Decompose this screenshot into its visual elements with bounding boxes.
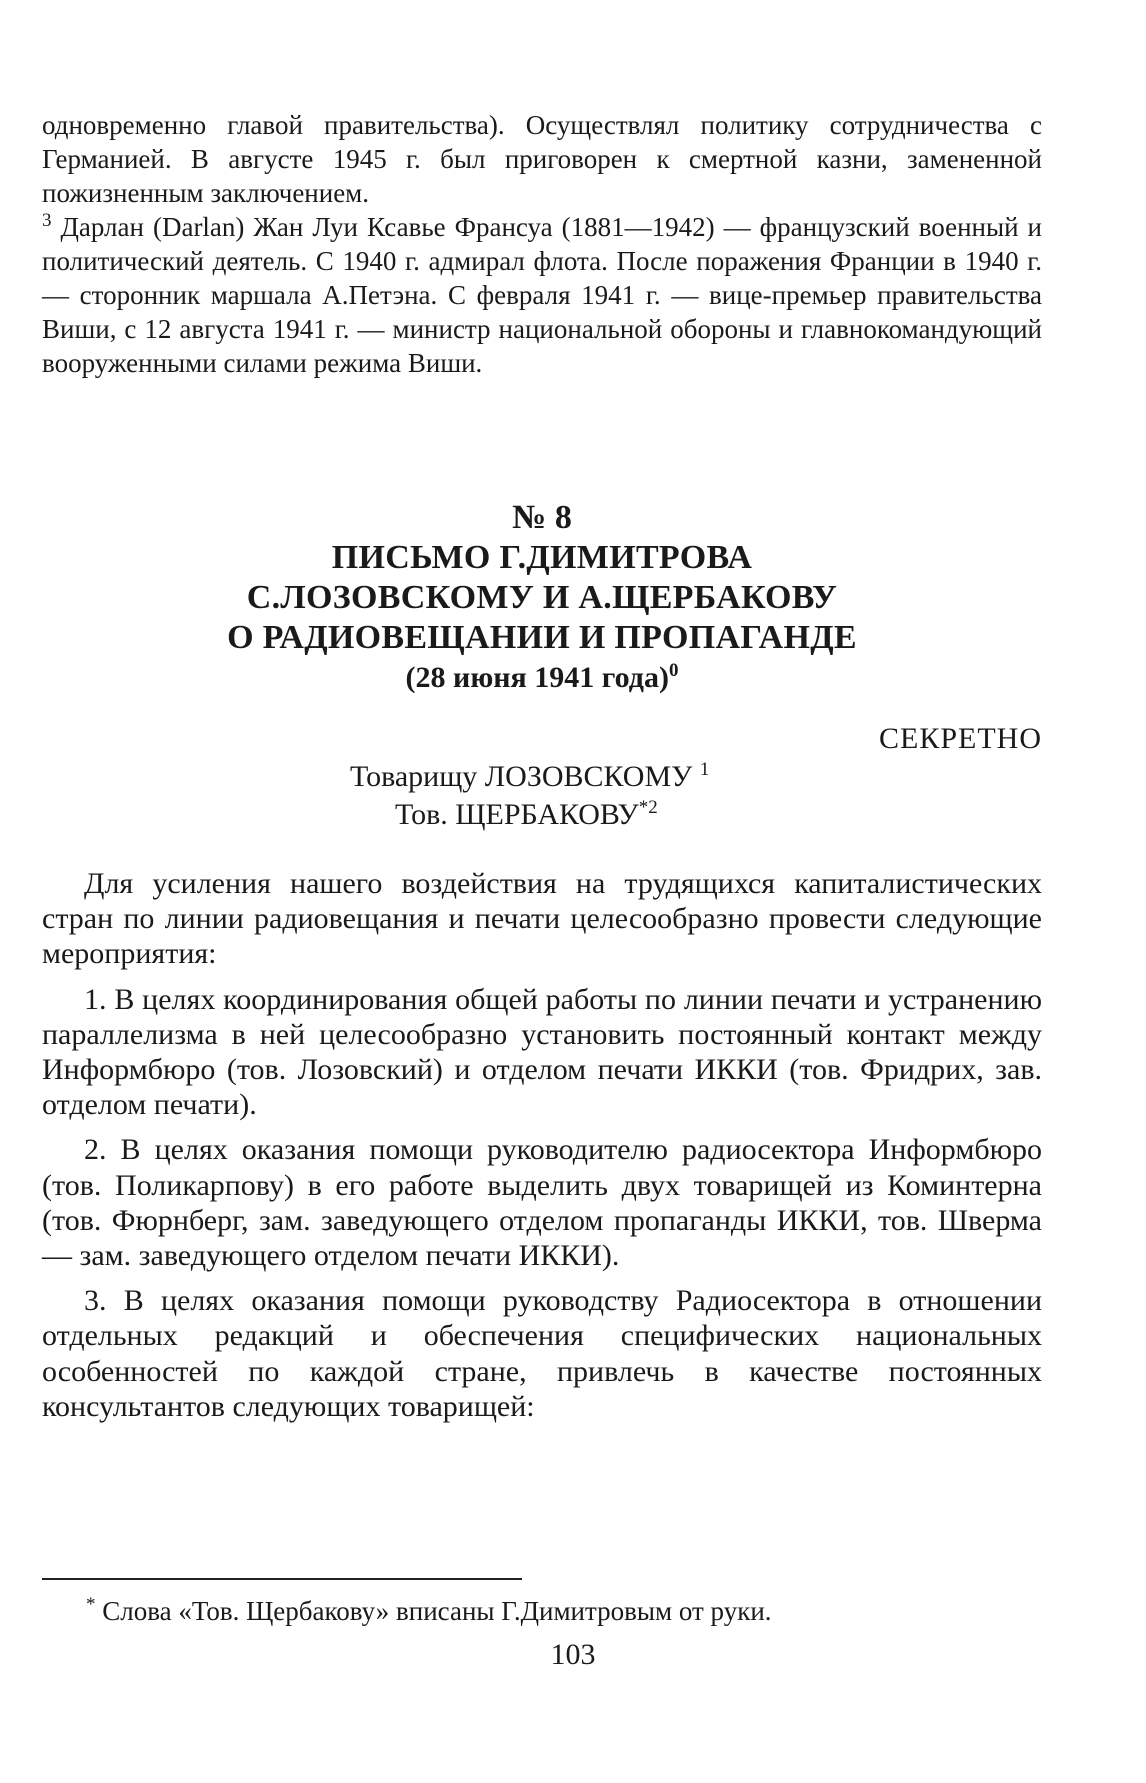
addressee-1-marker: 1 xyxy=(699,759,710,780)
addressee-1-text: Товарищу ЛОЗОВСКОМУ xyxy=(350,760,693,793)
document-date xyxy=(42,658,1042,698)
note-3-marker: 3 xyxy=(42,210,52,231)
body-paragraph-1: 1. В целях координирования общей работы по линии печати и устранению параллелизма в ней целесообразно установить постоянный контакт между Информбюро (тов. Лозовский) и отделом печати ИККИ (тов. Фридрих, зав. отделом печати). xyxy=(42,982,1042,1122)
previous-note-continuation: одновременно главой правительства). Осуществлял политику сотрудничества с Германией. В августе 1945 г. был приговорен к смертной казни, замененной пожизненным заключением. xyxy=(42,110,1042,208)
addressee-2 xyxy=(42,796,1042,834)
document-title-line-3: О РАДИОВЕЩАНИИ И ПРОПАГАНДЕ xyxy=(227,619,857,656)
page-content xyxy=(42,108,1042,1434)
body-paragraph-2: 2. В целях оказания помощи руководителю радиосектора Информбюро (тов. Поликарпову) в его работе выделить двух товарищей из Коминтерна (тов. Фюрнберг, зам. заведующего отделом пропаганды ИККИ, тов. Шверма — зам. заведующего отделом печати ИККИ). xyxy=(42,1133,1042,1273)
document-number: № 8 xyxy=(512,499,572,536)
document-title-line-2: С.ЛОЗОВСКОМУ И А.ЩЕРБАКОВУ xyxy=(246,579,838,616)
addressee-2-marker: *2 xyxy=(638,797,658,818)
classification-stamp: СЕКРЕТНО xyxy=(878,722,1042,755)
footnote-marker: * xyxy=(86,1594,96,1615)
page-number: 103 xyxy=(550,1638,596,1671)
note-3 xyxy=(42,210,1042,380)
note-3-text: Дарлан (Darlan) Жан Луи Ксавье Франсуа (1881—1942) — французский военный и политический деятель. С 1940 г. адмирал флота. После поражения Франции в 1940 г. — сторонник маршала А.Петэна. С февраля 1941 г. — вице-премьер правительства Виши, с 12 августа 1941 г. — министр национальной обороны и главнокомандующий вооруженными силами режима Виши. xyxy=(42,212,1043,378)
body-paragraph-3: 3. В целях оказания помощи руководству Радиосектора в отношении отдельных редакций и обеспечения специфических национальных особенностей по каждой стране, привлечь в качестве постоянных консультантов следующих товарищей: xyxy=(42,1284,1042,1423)
footnote xyxy=(86,1594,772,1628)
letter-body xyxy=(42,866,1042,1424)
document-date-marker: 0 xyxy=(668,660,679,681)
body-paragraph-intro: Для усиления нашего воздействия на трудящихся капиталистических стран по линии радиовещания и печати целесообразно провести следующие мероприятия: xyxy=(42,867,1042,971)
addressee-1 xyxy=(42,758,1042,796)
footnote-divider xyxy=(42,1578,522,1580)
document-title-line-1: ПИСЬМО Г.ДИМИТРОВА xyxy=(331,539,753,576)
footnote-text: Слова «Тов. Щербакову» вписаны Г.Димитровым от руки. xyxy=(102,1596,772,1626)
document-date-text: (28 июня 1941 года) xyxy=(405,661,669,694)
addressee-2-text: Тов. ЩЕРБАКОВУ xyxy=(395,798,639,831)
